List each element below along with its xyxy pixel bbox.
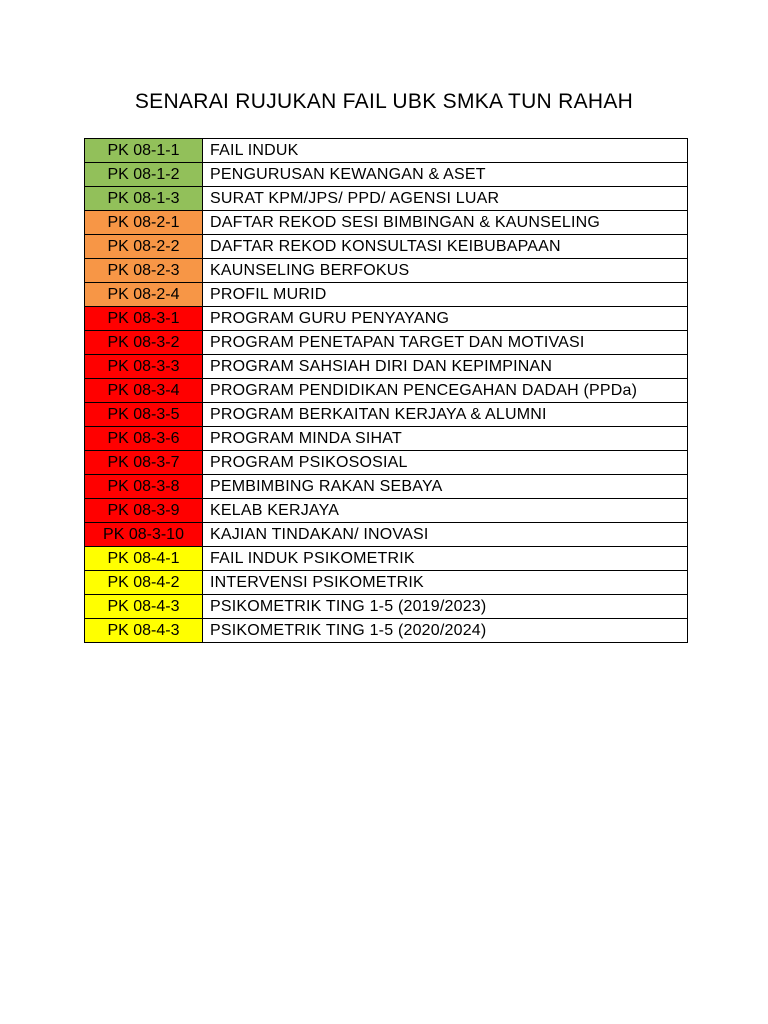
file-reference-table (84, 138, 688, 643)
file-description-cell: FAIL INDUK (203, 139, 688, 163)
table-row (85, 571, 688, 595)
file-description-cell: PROFIL MURID (203, 283, 688, 307)
file-code-cell: PK 08-3-7 (85, 451, 203, 475)
file-code-cell: PK 08-2-4 (85, 283, 203, 307)
file-code-cell: PK 08-2-3 (85, 259, 203, 283)
file-reference-table-body (85, 139, 688, 643)
file-code-cell: PK 08-1-1 (85, 139, 203, 163)
table-row (85, 475, 688, 499)
file-description-cell: PEMBIMBING RAKAN SEBAYA (203, 475, 688, 499)
file-code-cell: PK 08-2-2 (85, 235, 203, 259)
file-code-cell: PK 08-4-3 (85, 595, 203, 619)
table-row (85, 211, 688, 235)
table-row (85, 163, 688, 187)
file-description-cell: INTERVENSI PSIKOMETRIK (203, 571, 688, 595)
file-description-cell: KAJIAN TINDAKAN/ INOVASI (203, 523, 688, 547)
file-description-cell: DAFTAR REKOD SESI BIMBINGAN & KAUNSELING (203, 211, 688, 235)
table-row (85, 619, 688, 643)
file-description-cell: PENGURUSAN KEWANGAN & ASET (203, 163, 688, 187)
file-code-cell: PK 08-2-1 (85, 211, 203, 235)
file-code-cell: PK 08-1-2 (85, 163, 203, 187)
file-code-cell: PK 08-3-9 (85, 499, 203, 523)
table-row (85, 523, 688, 547)
file-description-cell: PSIKOMETRIK TING 1-5 (2019/2023) (203, 595, 688, 619)
table-row (85, 451, 688, 475)
file-description-cell: FAIL INDUK PSIKOMETRIK (203, 547, 688, 571)
table-row (85, 355, 688, 379)
file-description-cell: PROGRAM BERKAITAN KERJAYA & ALUMNI (203, 403, 688, 427)
file-code-cell: PK 08-3-4 (85, 379, 203, 403)
file-description-cell: KAUNSELING BERFOKUS (203, 259, 688, 283)
file-description-cell: PROGRAM GURU PENYAYANG (203, 307, 688, 331)
table-row (85, 547, 688, 571)
file-code-cell: PK 08-3-10 (85, 523, 203, 547)
table-row (85, 403, 688, 427)
file-code-cell: PK 08-3-5 (85, 403, 203, 427)
file-description-cell: PROGRAM SAHSIAH DIRI DAN KEPIMPINAN (203, 355, 688, 379)
table-row (85, 307, 688, 331)
table-row (85, 595, 688, 619)
file-code-cell: PK 08-4-2 (85, 571, 203, 595)
file-description-cell: DAFTAR REKOD KONSULTASI KEIBUBAPAAN (203, 235, 688, 259)
file-description-cell: PROGRAM MINDA SIHAT (203, 427, 688, 451)
file-code-cell: PK 08-3-3 (85, 355, 203, 379)
table-row (85, 235, 688, 259)
document-title: SENARAI RUJUKAN FAIL UBK SMKA TUN RAHAH (134, 90, 634, 113)
file-code-cell: PK 08-3-8 (85, 475, 203, 499)
file-description-cell: PROGRAM PSIKOSOSIAL (203, 451, 688, 475)
table-row (85, 499, 688, 523)
file-code-cell: PK 08-3-2 (85, 331, 203, 355)
file-description-cell: SURAT KPM/JPS/ PPD/ AGENSI LUAR (203, 187, 688, 211)
table-row (85, 259, 688, 283)
table-row (85, 427, 688, 451)
file-code-cell: PK 08-3-6 (85, 427, 203, 451)
file-code-cell: PK 08-4-1 (85, 547, 203, 571)
file-code-cell: PK 08-1-3 (85, 187, 203, 211)
file-description-cell: PSIKOMETRIK TING 1-5 (2020/2024) (203, 619, 688, 643)
file-code-cell: PK 08-3-1 (85, 307, 203, 331)
table-row (85, 139, 688, 163)
table-row (85, 283, 688, 307)
table-row (85, 187, 688, 211)
file-description-cell: PROGRAM PENETAPAN TARGET DAN MOTIVASI (203, 331, 688, 355)
file-description-cell: PROGRAM PENDIDIKAN PENCEGAHAN DADAH (PPDa) (203, 379, 688, 403)
table-row (85, 379, 688, 403)
file-code-cell: PK 08-4-3 (85, 619, 203, 643)
table-row (85, 331, 688, 355)
file-description-cell: KELAB KERJAYA (203, 499, 688, 523)
